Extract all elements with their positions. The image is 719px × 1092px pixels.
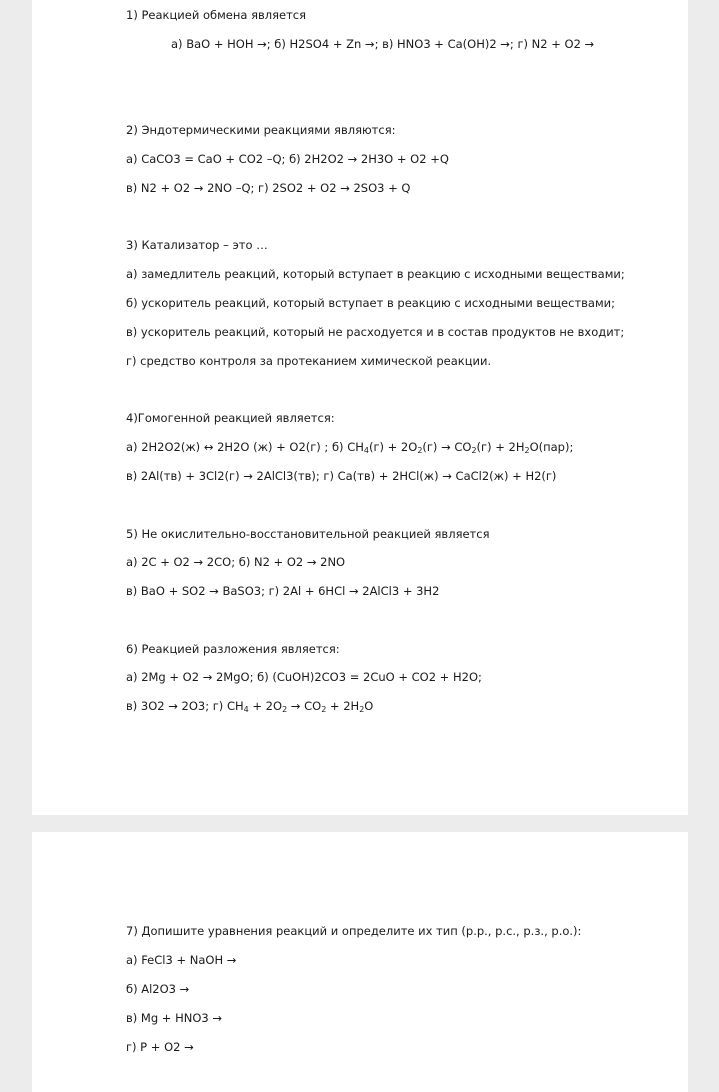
q5-title: 5) Не окислительно-восстановительной реакцией является <box>126 527 490 541</box>
q2-line1: а) CaCO3 = CaO + CO2 –Q; б) 2H2O2 → 2H3O + O2 +Q <box>126 152 449 166</box>
q3-option-b: б) ускоритель реакций, который вступает в реакцию с исходными веществами; <box>126 296 615 310</box>
q6-line2 <box>126 699 373 713</box>
q4-title: 4)Гомогенной реакцией является: <box>126 411 335 425</box>
q4-line1-part: (г) → CO <box>422 440 472 454</box>
q5-line2: в) BaO + SO2 → BaSO3; г) 2Al + 6HCl → 2AlCl3 + 3H2 <box>126 584 440 598</box>
subscript: 2 <box>359 705 365 714</box>
q3-title: 3) Катализатор – это … <box>126 238 268 252</box>
q5-line1: а) 2C + O2 → 2CO; б) N2 + O2 → 2NO <box>126 555 346 569</box>
q6-line2-part: + 2H <box>326 699 360 713</box>
subscript: 2 <box>524 446 530 455</box>
subscript: 4 <box>363 446 369 455</box>
q6-title: 6) Реакцией разложения является: <box>126 642 340 656</box>
q4-line1-part: O(пар); <box>529 440 574 454</box>
q2-line2: в) N2 + O2 → 2NO –Q; г) 2SO2 + O2 → 2SO3 + Q <box>126 181 411 195</box>
q3-option-a: а) замедлитель реакций, который вступает в реакцию с исходными веществами; <box>126 267 625 281</box>
q1-options: а) BaO + HOH →; б) H2SO4 + Zn →; в) HNO3 + Ca(OH)2 →; г) N2 + O2 → <box>171 37 595 51</box>
q6-line1: а) 2Mg + O2 → 2MgO; б) (CuOH)2CO3 = 2CuO + CO2 + H2O; <box>126 670 482 684</box>
q3-option-c: в) ускоритель реакций, который не расходуется и в состав продуктов не входит; <box>126 325 625 339</box>
q4-line1-part: а) 2H2O2(ж) ↔ 2H2O (ж) + O2(г) ; б) CH <box>126 440 364 454</box>
document-page-1 <box>32 0 688 815</box>
q4-line1 <box>126 440 573 454</box>
q7-option-b: б) Al2O3 → <box>126 982 190 996</box>
q7-title: 7) Допишите уравнения реакций и определите их тип (р.р., р.с., р.з., р.о.): <box>126 924 582 938</box>
subscript: 2 <box>282 705 288 714</box>
subscript: 2 <box>471 446 477 455</box>
q4-line1-part: (г) + 2H <box>476 440 525 454</box>
q6-line2-part: + 2O <box>248 699 283 713</box>
q2-title: 2) Эндотермическими реакциями являются: <box>126 123 396 137</box>
subscript: 2 <box>417 446 423 455</box>
q3-option-d: г) средство контроля за протеканием химической реакции. <box>126 354 492 368</box>
q4-line1-part: (г) + 2O <box>368 440 418 454</box>
q4-line2: в) 2Al(тв) + 3Cl2(г) → 2AlCl3(тв); г) Ca(тв) + 2HCl(ж) → CaCl2(ж) + H2(г) <box>126 469 557 483</box>
subscript: 2 <box>321 705 327 714</box>
q6-line2-part: O <box>364 699 374 713</box>
q6-line2-part: в) 3O2 → 2O3; г) CH <box>126 699 244 713</box>
q6-line2-part: → CO <box>287 699 322 713</box>
subscript: 4 <box>243 705 249 714</box>
q7-option-d: г) P + O2 → <box>126 1040 194 1054</box>
document-page-2 <box>32 832 688 1092</box>
q7-option-c: в) Mg + HNO3 → <box>126 1011 222 1025</box>
q7-option-a: а) FeCl3 + NaOH → <box>126 953 237 967</box>
q1-title: 1) Реакцией обмена является <box>126 8 307 22</box>
